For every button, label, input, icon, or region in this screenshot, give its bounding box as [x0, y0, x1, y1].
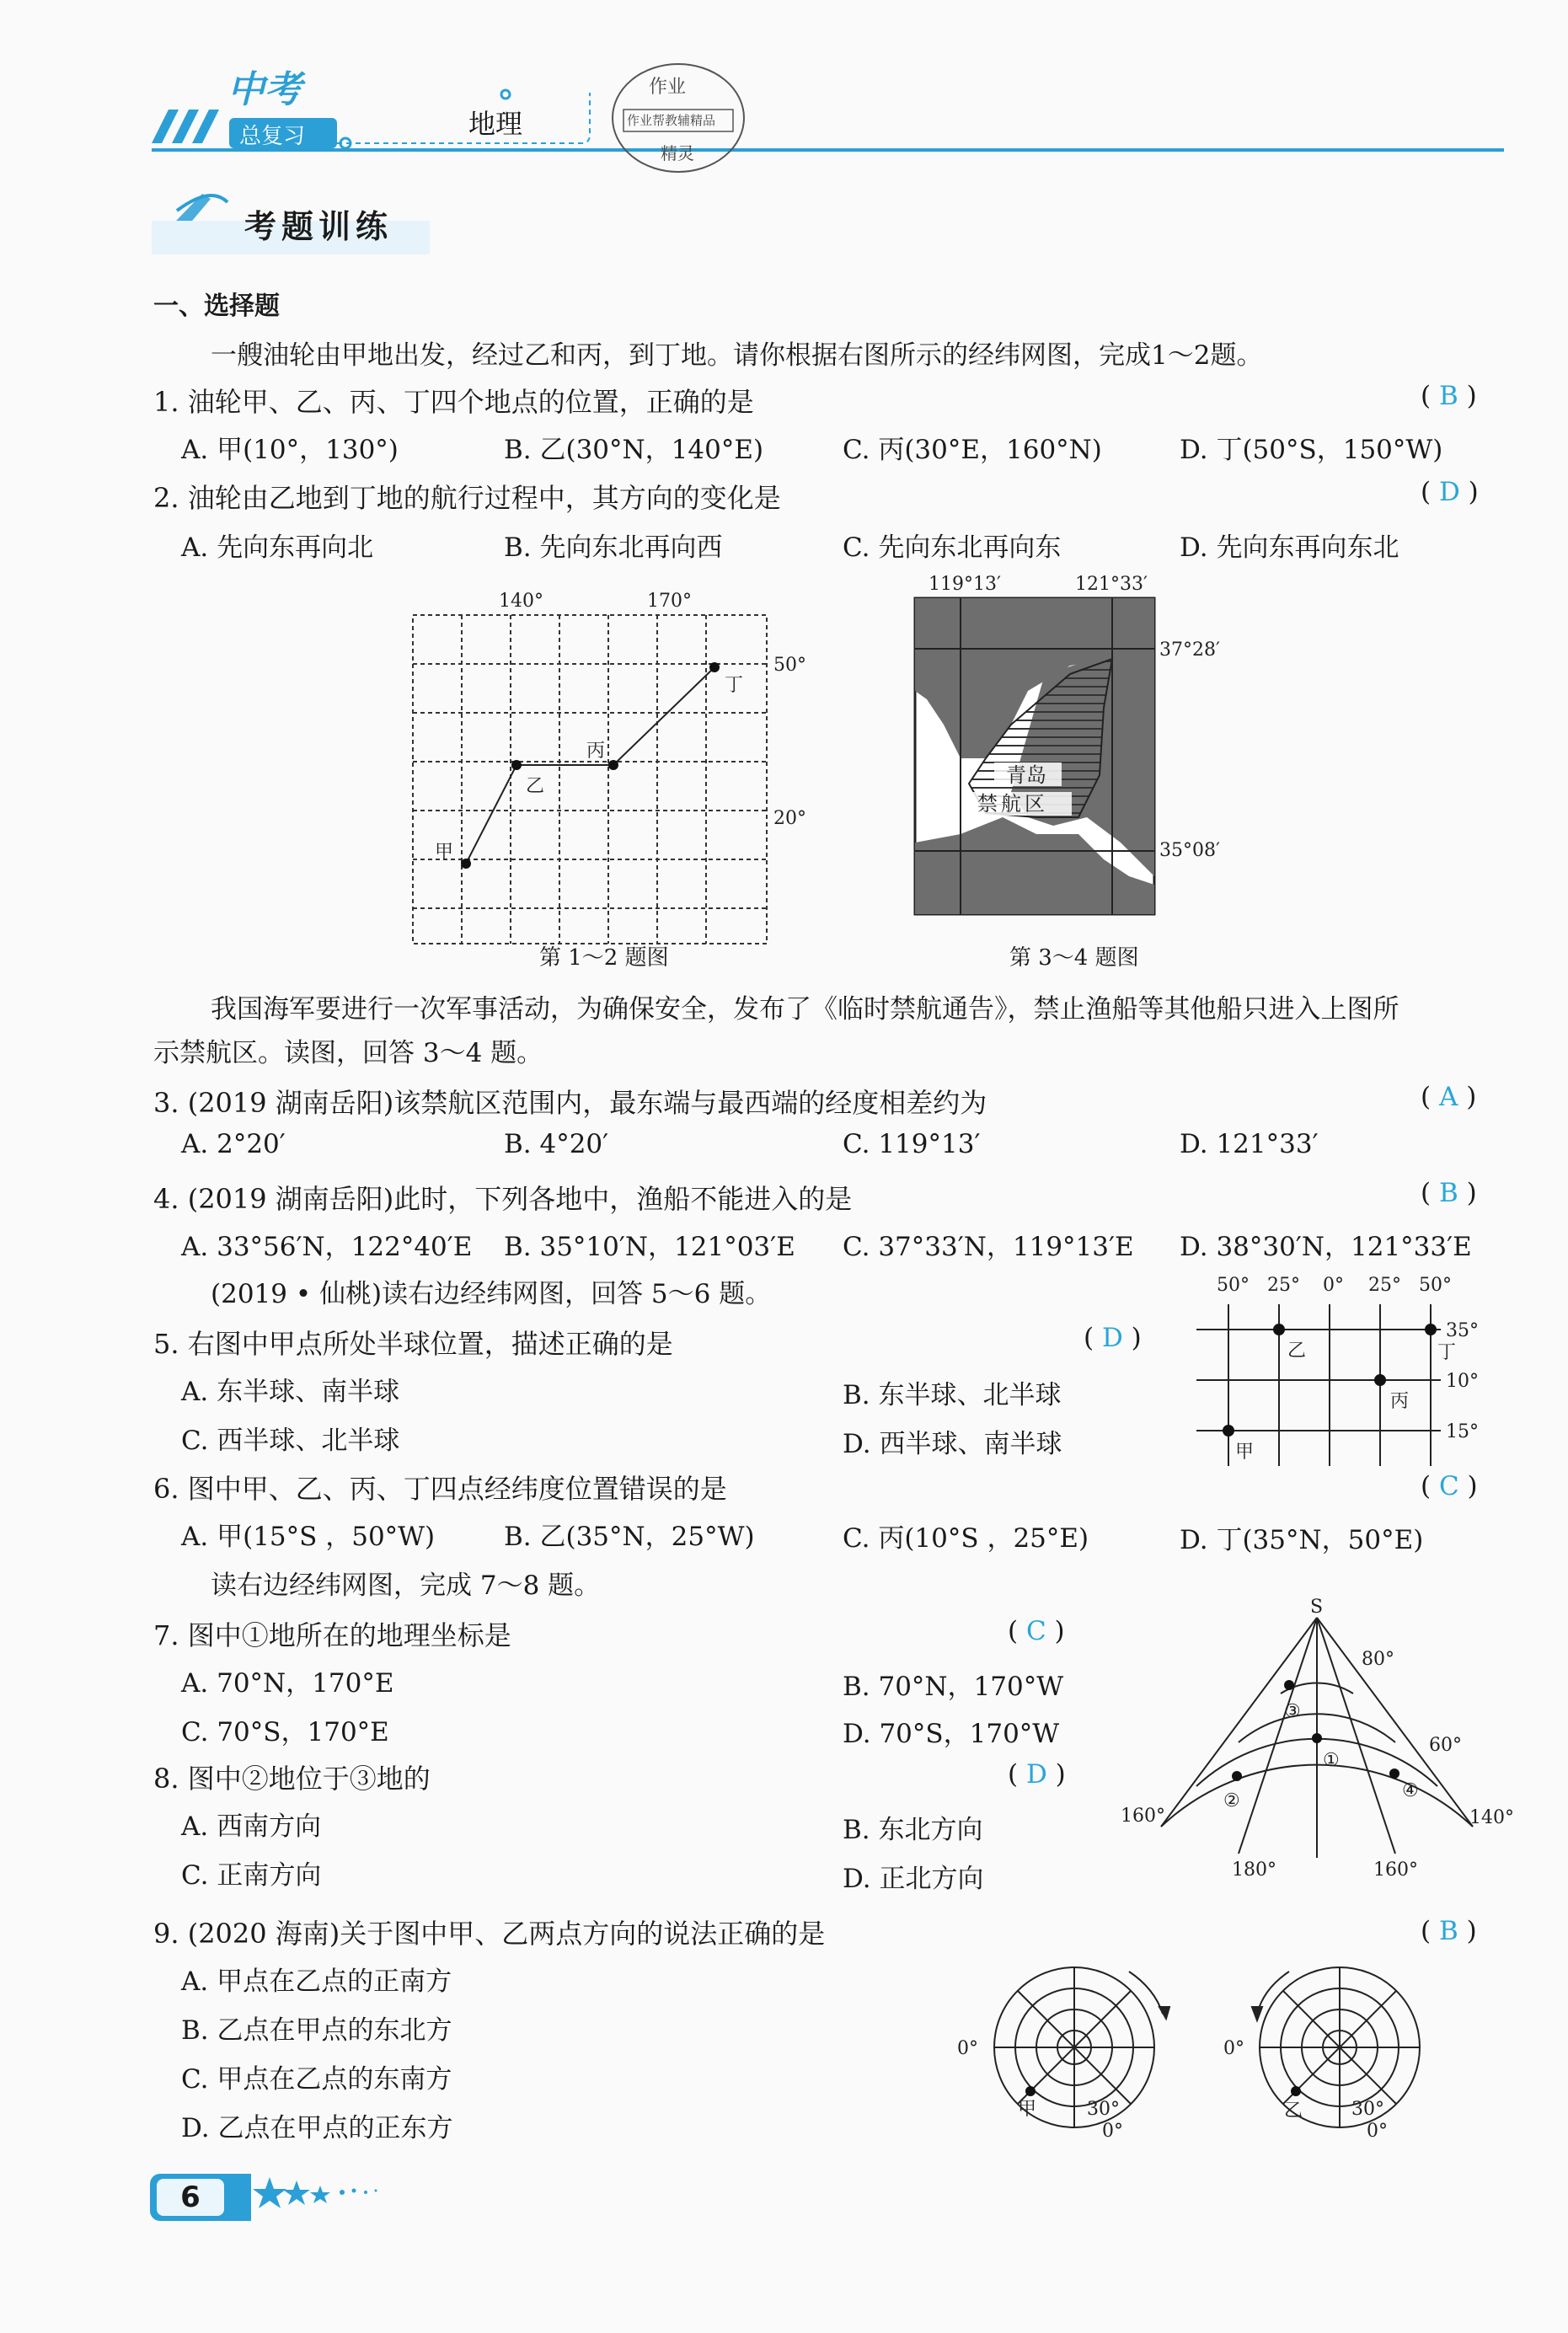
brand-title: 中考 [227, 68, 302, 111]
brand-subtitle: 总复习 [239, 124, 306, 149]
q8-option-a: A. 西南方向 [181, 1811, 322, 1842]
label-bing: 丙 [586, 741, 606, 762]
fig9-right-30: 30° [1351, 2099, 1384, 2120]
q2-option-c: C. 先向东北再向东 [843, 532, 1062, 563]
figure-1-2-graticule [396, 581, 809, 977]
q4-option-b: B. 35°10′N，121°03′E [504, 1232, 795, 1262]
fig56-lon-3: 0° [1323, 1275, 1344, 1296]
section-title: 考题训练 [244, 207, 393, 245]
fig9-right-0-west: 0° [1223, 2038, 1244, 2059]
fig56-lon-1: 50° [1217, 1275, 1250, 1296]
label-3: ③ [1284, 1701, 1301, 1722]
question-3-answer: ( A ) [1421, 1082, 1477, 1112]
question-5-answer: ( D ) [1084, 1323, 1142, 1353]
fig34-lon-2: 121°33′ [1075, 574, 1148, 595]
point-1 [1312, 1733, 1322, 1743]
stamp-top-text: 作业 [649, 77, 687, 98]
q7-option-d: D. 70°S，170°W [843, 1719, 1060, 1749]
point-ding-56 [1425, 1324, 1437, 1335]
point-2 [1232, 1771, 1242, 1781]
q6-option-c: C. 丙(10°S ，25°E) [843, 1523, 1089, 1554]
q3-option-b: B. 4°20′ [504, 1129, 609, 1159]
fig56-lat-3: 15° [1446, 1421, 1479, 1442]
fig78-lon-160-left: 160° [1121, 1806, 1165, 1827]
stamp-bottom-text: 精灵 [661, 143, 694, 163]
point-bing [608, 760, 618, 770]
question-9-stem: 9. (2020 海南)关于图中甲、乙两点方向的说法正确的是 [153, 1918, 826, 1950]
q5-option-c: C. 西半球、北半球 [181, 1426, 400, 1456]
figure-1-2-caption: 第 1～2 题图 [539, 945, 669, 971]
intro-3: (2019 • 仙桃)读右边经纬网图，回答 5～6 题。 [211, 1279, 772, 1309]
question-4-answer: ( B ) [1421, 1178, 1477, 1208]
question-7-stem: 7. 图中①地所在的地理坐标是 [153, 1619, 511, 1651]
q5-option-d: D. 西半球、南半球 [843, 1429, 1062, 1459]
question-9-answer: ( B ) [1421, 1916, 1477, 1946]
footer-stars [253, 2172, 396, 2223]
point-jia [461, 859, 471, 869]
point-yi-9 [1291, 2086, 1301, 2096]
label-yi: 乙 [526, 776, 545, 797]
fig56-lon-2: 25° [1267, 1275, 1300, 1296]
fig12-lon-1: 140° [499, 591, 543, 612]
label-ding-56: 丁 [1437, 1342, 1457, 1363]
question-6-answer: ( C ) [1421, 1471, 1478, 1501]
question-8-stem: 8. 图中②地位于③地的 [153, 1763, 431, 1795]
q7-option-a: A. 70°N，170°E [181, 1668, 394, 1699]
label-2: ② [1223, 1790, 1240, 1811]
q2-option-b: B. 先向东北再向西 [504, 532, 723, 563]
fig78-pole: S [1310, 1597, 1324, 1618]
point-3 [1284, 1680, 1294, 1690]
q9-option-c: C. 甲点在乙点的东南方 [181, 2064, 452, 2095]
intro-2: 我国海军要进行一次军事活动，为确保安全，发布了《临时禁航通告》，禁止渔船等其他船只进入上图所 [211, 994, 1399, 1025]
label-yi-56: 乙 [1287, 1340, 1307, 1362]
q9-option-a: A. 甲点在乙点的正南方 [181, 1966, 452, 1997]
q9-option-b: B. 乙点在甲点的东北方 [181, 2015, 452, 2046]
question-1-stem: 1. 油轮甲、乙、丙、丁四个地点的位置，正确的是 [153, 386, 754, 418]
header-stripes [152, 110, 219, 143]
fig9-label-yi: 乙 [1284, 2100, 1303, 2122]
q6-option-b: B. 乙(35°N，25°W) [504, 1522, 755, 1552]
label-ding: 丁 [725, 675, 744, 696]
question-8-answer: ( D ) [1008, 1759, 1066, 1790]
point-jia-56 [1223, 1425, 1234, 1437]
q5-option-a: A. 东半球、南半球 [181, 1377, 400, 1407]
fig9-right-0-bottom: 0° [1367, 2121, 1388, 2142]
zone-label: 禁航区 [977, 792, 1048, 816]
question-3-stem: 3. (2019 湖南岳阳)该禁航区范围内，最东端与最西端的经度相差约为 [153, 1087, 987, 1119]
q1-option-c: C. 丙(30°E，160°N) [843, 435, 1102, 465]
q6-option-a: A. 甲(15°S ，50°W) [181, 1522, 436, 1552]
figure-3-4-map [910, 565, 1264, 927]
fig56-lat-1: 35° [1446, 1320, 1479, 1341]
fig56-lon-4: 25° [1368, 1275, 1401, 1296]
fig12-lat-1: 50° [773, 655, 806, 676]
label-jia-56: 甲 [1235, 1442, 1255, 1463]
fig56-lon-5: 50° [1419, 1275, 1452, 1296]
question-1-answer: ( B ) [1421, 381, 1477, 411]
intro-1: 一艘油轮由甲地出发，经过乙和丙，到丁地。请你根据右图所示的经纬网图，完成1～2题。 [211, 340, 1263, 371]
fig78-lon-140: 140° [1469, 1807, 1514, 1828]
label-1: ① [1323, 1750, 1340, 1771]
q8-option-d: D. 正北方向 [843, 1864, 984, 1894]
fig78-lat-80: 80° [1362, 1649, 1394, 1670]
fig78-lon-160-right: 160° [1373, 1859, 1418, 1881]
q7-option-c: C. 70°S，170°E [181, 1717, 389, 1747]
intro-2-continued: 示禁航区。读图，回答 3～4 题。 [153, 1038, 543, 1068]
fig56-lat-2: 10° [1446, 1371, 1479, 1392]
label-bing-56: 丙 [1390, 1391, 1410, 1412]
q2-option-a: A. 先向东再向北 [181, 532, 374, 563]
fig34-lat-1: 37°28′ [1159, 639, 1220, 661]
figure-7-8-polar-graticule [1112, 1597, 1514, 1887]
figure-9-polar-views [952, 1946, 1491, 2148]
q4-option-c: C. 37°33′N，119°13′E [843, 1232, 1134, 1262]
q4-option-a: A. 33°56′N，122°40′E [181, 1232, 473, 1262]
subject-label: 地理 [468, 108, 523, 140]
fig12-lat-2: 20° [773, 808, 806, 829]
city-qingdao: 青岛 [1006, 763, 1046, 787]
fig78-lat-60: 60° [1429, 1735, 1462, 1756]
intro-4: 读右边经纬网图，完成 7～8 题。 [211, 1570, 601, 1601]
part-heading: 一、选择题 [153, 292, 280, 321]
point-bing-56 [1374, 1374, 1386, 1386]
q1-option-d: D. 丁(50°S，150°W) [1180, 435, 1443, 465]
fig34-lat-2: 35°08′ [1159, 840, 1220, 861]
question-7-answer: ( C ) [1008, 1616, 1065, 1646]
point-ding [709, 662, 720, 672]
q6-option-d: D. 丁(35°N，50°E) [1180, 1525, 1424, 1555]
fig78-lon-180: 180° [1232, 1859, 1276, 1881]
question-6-stem: 6. 图中甲、乙、丙、丁四点经纬度位置错误的是 [153, 1473, 727, 1505]
figure-3-4-caption: 第 3～4 题图 [1009, 945, 1139, 971]
q8-option-b: B. 东北方向 [843, 1815, 983, 1845]
q5-option-b: B. 东半球、北半球 [843, 1380, 1062, 1410]
page-number: 6 [157, 2179, 224, 2216]
question-2-stem: 2. 油轮由乙地到丁地的航行过程中，其方向的变化是 [153, 482, 781, 514]
question-4-stem: 4. (2019 湖南岳阳)此时，下列各地中，渔船不能进入的是 [153, 1183, 853, 1215]
point-yi [511, 760, 522, 770]
q8-option-c: C. 正南方向 [181, 1860, 322, 1891]
q4-option-d: D. 38°30′N，121°33′E [1180, 1232, 1472, 1262]
q7-option-b: B. 70°N，170°W [843, 1672, 1064, 1702]
q3-option-c: C. 119°13′ [843, 1129, 981, 1159]
point-yi-56 [1273, 1324, 1285, 1335]
polar-view-right [1252, 1967, 1420, 2127]
point-4 [1389, 1768, 1399, 1779]
q3-option-a: A. 2°20′ [181, 1129, 286, 1159]
q2-option-d: D. 先向东再向东北 [1180, 532, 1399, 563]
fig9-left-0-west: 0° [957, 2038, 978, 2059]
fig34-lon-1: 119°13′ [928, 574, 1001, 595]
fig9-left-30: 30° [1087, 2099, 1120, 2120]
figure-5-6-graticule [1188, 1264, 1525, 1474]
fig9-label-jia: 甲 [1018, 2099, 1037, 2120]
question-5-stem: 5. 右图中甲点所处半球位置，描述正确的是 [153, 1328, 673, 1360]
fig9-left-0-bottom: 0° [1102, 2121, 1123, 2142]
q9-option-d: D. 乙点在甲点的正东方 [181, 2113, 453, 2143]
label-jia: 甲 [435, 842, 454, 863]
question-2-answer: ( D ) [1421, 477, 1479, 507]
label-4: ④ [1402, 1780, 1419, 1801]
q1-option-a: A. 甲(10°，130°) [181, 435, 399, 465]
fig12-lon-2: 170° [647, 591, 692, 612]
stamp-middle-text: 作业帮教辅精品 [627, 113, 716, 128]
q3-option-d: D. 121°33′ [1180, 1129, 1319, 1159]
q1-option-b: B. 乙(30°N，140°E) [504, 435, 764, 465]
point-jia-9 [1025, 2086, 1036, 2096]
